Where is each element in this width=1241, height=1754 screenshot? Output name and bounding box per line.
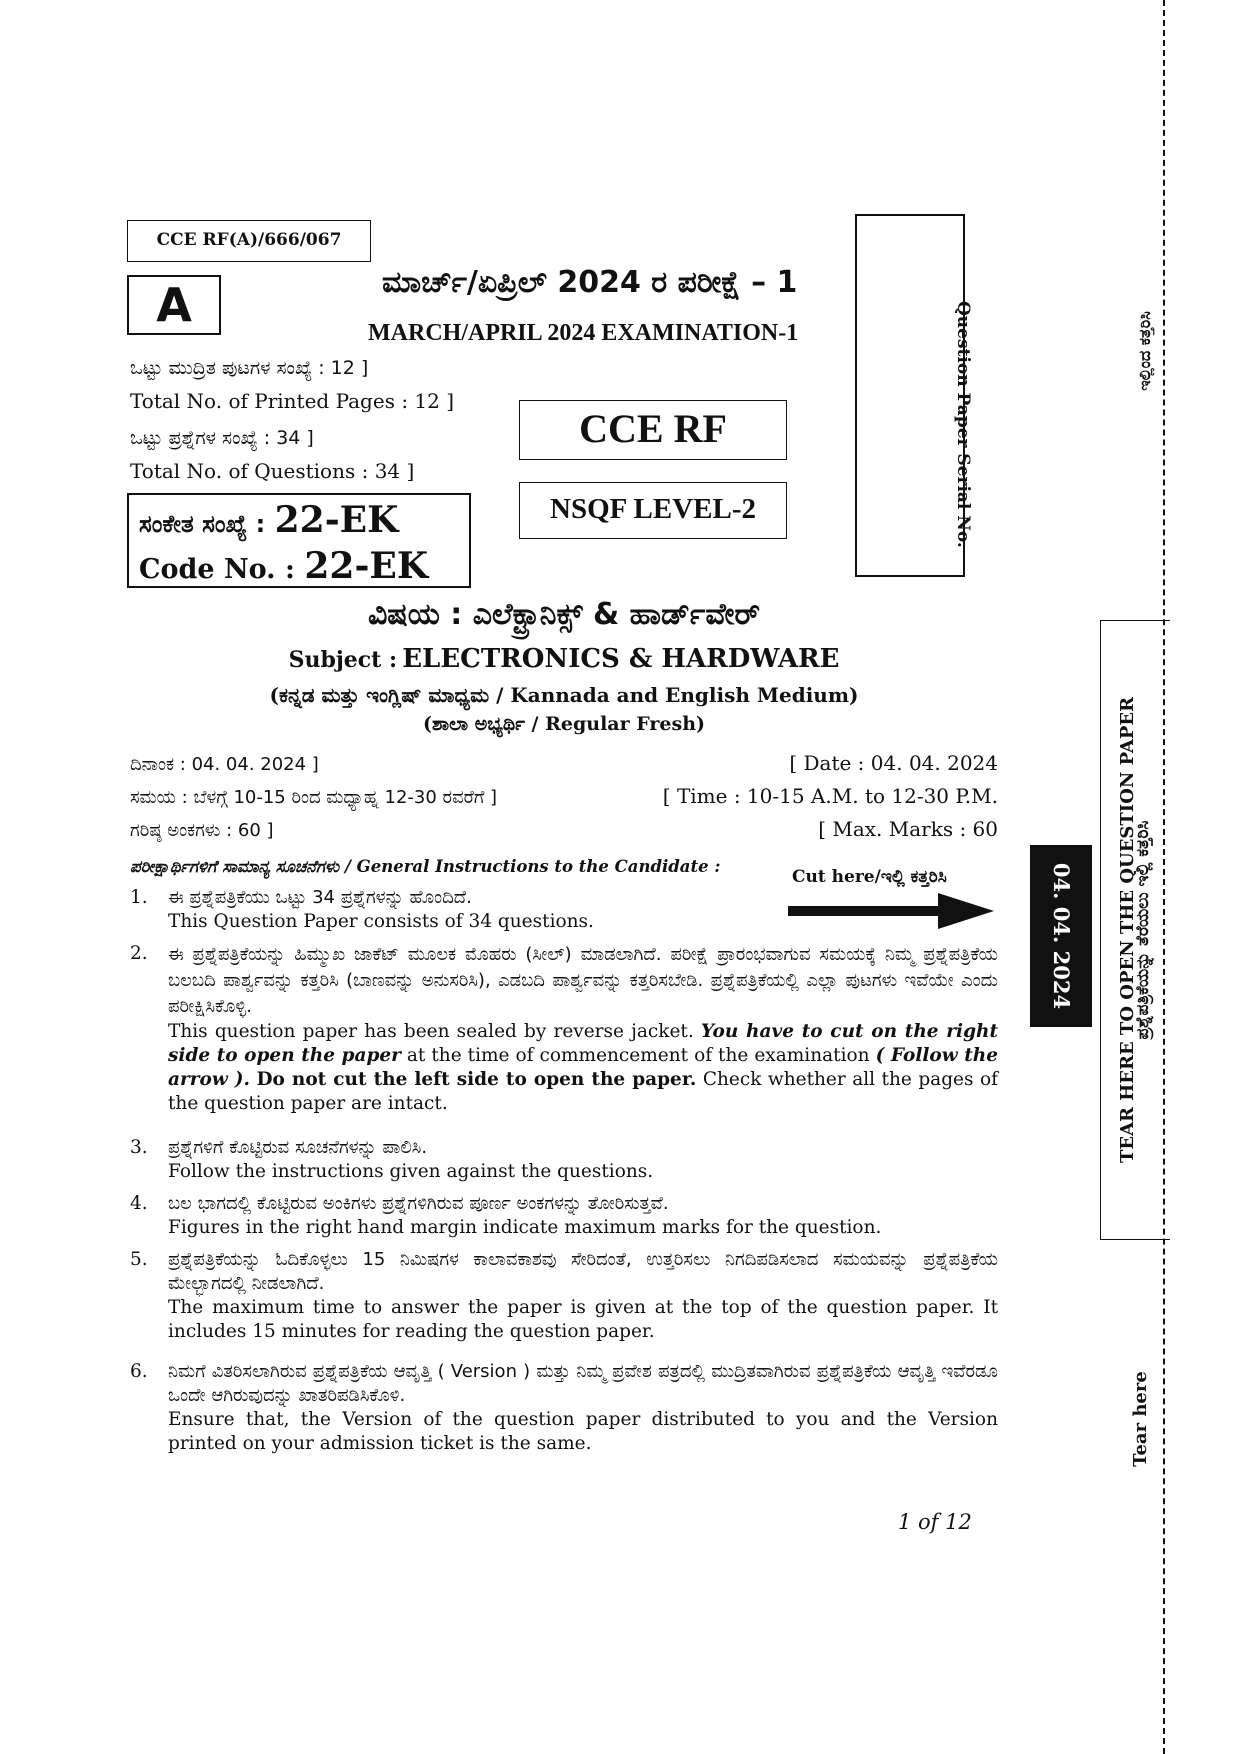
- instruction-emphasis: ( Follow the arrow ).: [168, 1045, 998, 1090]
- instruction-item-6: [130, 1360, 998, 1456]
- instruction-number: 3.: [130, 1137, 148, 1158]
- tear-here-label: Tear here: [1130, 1371, 1151, 1467]
- date-row: [130, 750, 998, 778]
- instruction-english: The maximum time to answer the paper is given at the top of the question paper. It includes 15 minutes for reading the question paper.: [168, 1297, 998, 1342]
- tear-here-kannada: ಪ್ರಶ್ನೆಪತ್ರಿಕೆಯನ್ನು ತೆರೆಯಲು ಇಲ್ಲಿ ಕತ್ತರಿಸಿ: [1133, 820, 1153, 1040]
- version-letter-box: A: [127, 275, 221, 335]
- instruction-item-4: [130, 1192, 998, 1240]
- instruction-item-5: [130, 1248, 998, 1344]
- instruction-kannada: ಪ್ರಶ್ನೆಗಳಿಗೆ ಕೊಟ್ಟಿರುವ ಸೂಚನೆಗಳನ್ನು ಪಾಲಿಸಿ.: [168, 1137, 428, 1158]
- printed-pages-english: Total No. of Printed Pages : 12 ]: [130, 389, 455, 413]
- printed-pages-kannada: ಒಟ್ಟು ಮುದ್ರಿತ ಪುಟಗಳ ಸಂಖ್ಯೆ : 12 ]: [130, 357, 369, 379]
- instruction-item-1: [130, 886, 998, 934]
- paper-code-box: CCE RF(A)/666/067: [127, 220, 371, 262]
- date-kannada: ದಿನಾಂಕ : 04. 04. 2024 ]: [130, 754, 319, 775]
- code-value-kannada: 22-EK: [274, 499, 399, 541]
- instruction-item-3: [130, 1136, 998, 1184]
- subject-english: [130, 642, 998, 679]
- instruction-number: 1.: [130, 887, 148, 908]
- date-tab-label: 04. 04. 2024: [1049, 862, 1074, 1010]
- instruction-item-2: [130, 942, 998, 1116]
- instruction-emphasis: You have to cut on the right side to open the paper: [168, 1021, 998, 1066]
- instruction-number: 2.: [130, 943, 148, 964]
- nsqf-level-box: NSQF LEVEL-2: [519, 482, 787, 539]
- questions-count-kannada: ಒಟ್ಟು ಪ್ರಶ್ನೆಗಳ ಸಂಖ್ಯೆ : 34 ]: [130, 427, 314, 449]
- instruction-english: Follow the instructions given against the questions.: [168, 1161, 654, 1182]
- instruction-english: This Question Paper consists of 34 questions.: [168, 911, 594, 932]
- questions-count-english: Total No. of Questions : 34 ]: [130, 459, 415, 483]
- instruction-english: Ensure that, the Version of the question paper distributed to you and the Version printed on your admission ticket is the same.: [168, 1409, 998, 1454]
- instruction-kannada: ಬಲ ಭಾಗದಲ್ಲಿ ಕೊಟ್ಟಿರುವ ಅಂಕಿಗಳು ಪ್ರಶ್ನೆಗಳಿಗಿರುವ ಪೂರ್ಣ ಅಂಕಗಳನ್ನು ತೋರಿಸುತ್ತವೆ.: [168, 1193, 669, 1214]
- instruction-text: at the time of commencement of the examination: [406, 1045, 870, 1066]
- cce-rf-box: CCE RF: [519, 400, 787, 460]
- candidate-type: (ಶಾಲಾ ಅಭ್ಯರ್ಥಿ / Regular Fresh): [422, 713, 706, 735]
- instruction-kannada: ಈ ಪ್ರಶ್ನೆಪತ್ರಿಕೆಯು ಒಟ್ಟು 34 ಪ್ರಶ್ನೆಗಳನ್ನು ಹೊಂದಿದೆ.: [168, 887, 472, 908]
- page-number: 1 of 12: [898, 1510, 972, 1534]
- tear-here-english: TEAR HERE TO OPEN THE QUESTION PAPER: [1117, 696, 1138, 1164]
- marks-kannada: ಗರಿಷ್ಠ ಅಂಕಗಳು : 60 ]: [130, 820, 274, 841]
- exam-title-english: MARCH/APRIL 2024 EXAMINATION-1: [368, 320, 799, 346]
- medium-line: (ಕನ್ನಡ ಮತ್ತು ಇಂಗ್ಲಿಷ್ ಮಾಧ್ಯಮ / Kannada and English Medium): [269, 683, 859, 707]
- instruction-text: Check whether all the pages of the question paper are intact.: [168, 1069, 998, 1114]
- exam-title-kannada: ಮಾರ್ಚ್/ಏಪ್ರಿಲ್ 2024 ರ ಪರೀಕ್ಷೆ – 1: [382, 265, 798, 300]
- instruction-text: This question paper has been sealed by reverse jacket.: [168, 1021, 694, 1042]
- time-kannada: ಸಮಯ : ಬೆಳಗ್ಗೆ 10-15 ರಿಂದ ಮಧ್ಯಾಹ್ನ 12-30 ರವರೆಗೆ ]: [130, 787, 498, 808]
- serial-number-label: Question Paper Serial No.: [953, 301, 973, 548]
- instruction-emphasis: Do not cut the left side to open the paper.: [256, 1069, 697, 1090]
- code-number-box: [127, 493, 471, 588]
- subject-label: Subject :: [288, 647, 398, 673]
- code-label-english: Code No. :: [139, 554, 295, 585]
- subject-value: ELECTRONICS & HARDWARE: [402, 644, 840, 674]
- cut-from-here-label: ಇಲ್ಲಿಂದ ಕತ್ತರಿಸಿ: [1135, 311, 1154, 391]
- instructions-heading: ಪರೀಕ್ಷಾರ್ಥಿಗಳಿಗೆ ಸಾಮಾನ್ಯ ಸೂಚನೆಗಳು / General Instructions to the Candidate :: [130, 857, 721, 876]
- marks-english: [ Max. Marks : 60: [818, 817, 998, 841]
- time-english: [ Time : 10-15 A.M. to 12-30 P.M.: [662, 784, 998, 808]
- cut-here-label: Cut here/ಇಲ್ಲಿ ಕತ್ತರಿಸಿ: [792, 867, 947, 887]
- code-label-kannada: ಸಂಕೇತ ಸಂಖ್ಯೆ :: [139, 510, 266, 538]
- instruction-number: 5.: [130, 1249, 148, 1270]
- instruction-english: Figures in the right hand margin indicate maximum marks for the question.: [168, 1217, 882, 1238]
- serial-number-box: [855, 214, 965, 577]
- time-row: [130, 783, 998, 811]
- date-english: [ Date : 04. 04. 2024: [789, 751, 998, 775]
- instruction-kannada: ನಿಮಗೆ ವಿತರಿಸಲಾಗಿರುವ ಪ್ರಶ್ನೆಪತ್ರಿಕೆಯ ಆವೃತ್ತಿ ( Version ) ಮತ್ತು ನಿಮ್ಮ ಪ್ರವೇಶ ಪತ್ರದಲ್ಲಿ ಮುದ್ರಿತವಾಗಿರುವ ಪ್ರಶ್ನೆಪತ್ರಿಕೆಯ ಆವೃತ್ತಿ ಇವೆರಡೂ ಒಂದೇ ಆಗಿರುವುದನ್ನು ಖಾತರಿಪಡಿಸಿಕೊಳಿ.: [168, 1361, 998, 1406]
- instruction-kannada: ಪ್ರಶ್ನೆಪತ್ರಿಕೆಯನ್ನು ಓದಿಕೊಳ್ಳಲು 15 ನಿಮಿಷಗಳ ಕಾಲಾವಕಾಶವು ಸೇರಿದಂತೆ, ಉತ್ತರಿಸಲು ನಿಗದಿಪಡಿಸಲಾದ ಸಮಯವನ್ನು ಪ್ರಶ್ನೆಪತ್ರಿಕೆಯ ಮೇಲ್ಭಾಗದಲ್ಲಿ ನೀಡಲಾಗಿದೆ.: [168, 1249, 998, 1294]
- instruction-number: 4.: [130, 1193, 148, 1214]
- code-value-english: 22-EK: [304, 545, 429, 587]
- subject-kannada: ವಿಷಯ : ಎಲೆಕ್ಟ್ರಾನಿಕ್ಸ್ & ಹಾರ್ಡ್‌ವೇರ್: [367, 597, 761, 632]
- instruction-english: [168, 1020, 998, 1116]
- marks-row: [130, 816, 998, 844]
- instruction-kannada: ಈ ಪ್ರಶ್ನೆಪತ್ರಿಕೆಯನ್ನು ಹಿಮ್ಮುಖ ಜಾಕೆಟ್ ಮೂಲಕ ಮೊಹರು (ಸೀಲ್) ಮಾಡಲಾಗಿದೆ. ಪರೀಕ್ಷೆ ಪ್ರಾರಂಭವಾಗುವ ಸಮಯಕ್ಕೆ ನಿಮ್ಮ ಪ್ರಶ್ನೆಪತ್ರಿಕೆಯ ಬಲಬದಿ ಪಾರ್ಶ್ವವನ್ನು ಕತ್ತರಿಸಿ (ಬಾಣವನ್ನು ಅನುಸರಿಸಿ), ಎಡಬದಿ ಪಾರ್ಶ್ವವನ್ನು ಕತ್ತರಿಸಬೇಡಿ. ಪ್ರಶ್ನೆಪತ್ರಿಕೆಯಲ್ಲಿ ಎಲ್ಲಾ ಪುಟಗಳು ಇವೆಯೇ ಎಂದು ಪರೀಕ್ಷಿಸಿಕೊಳ್ಳಿ.: [168, 944, 998, 1017]
- instruction-number: 6.: [130, 1361, 148, 1382]
